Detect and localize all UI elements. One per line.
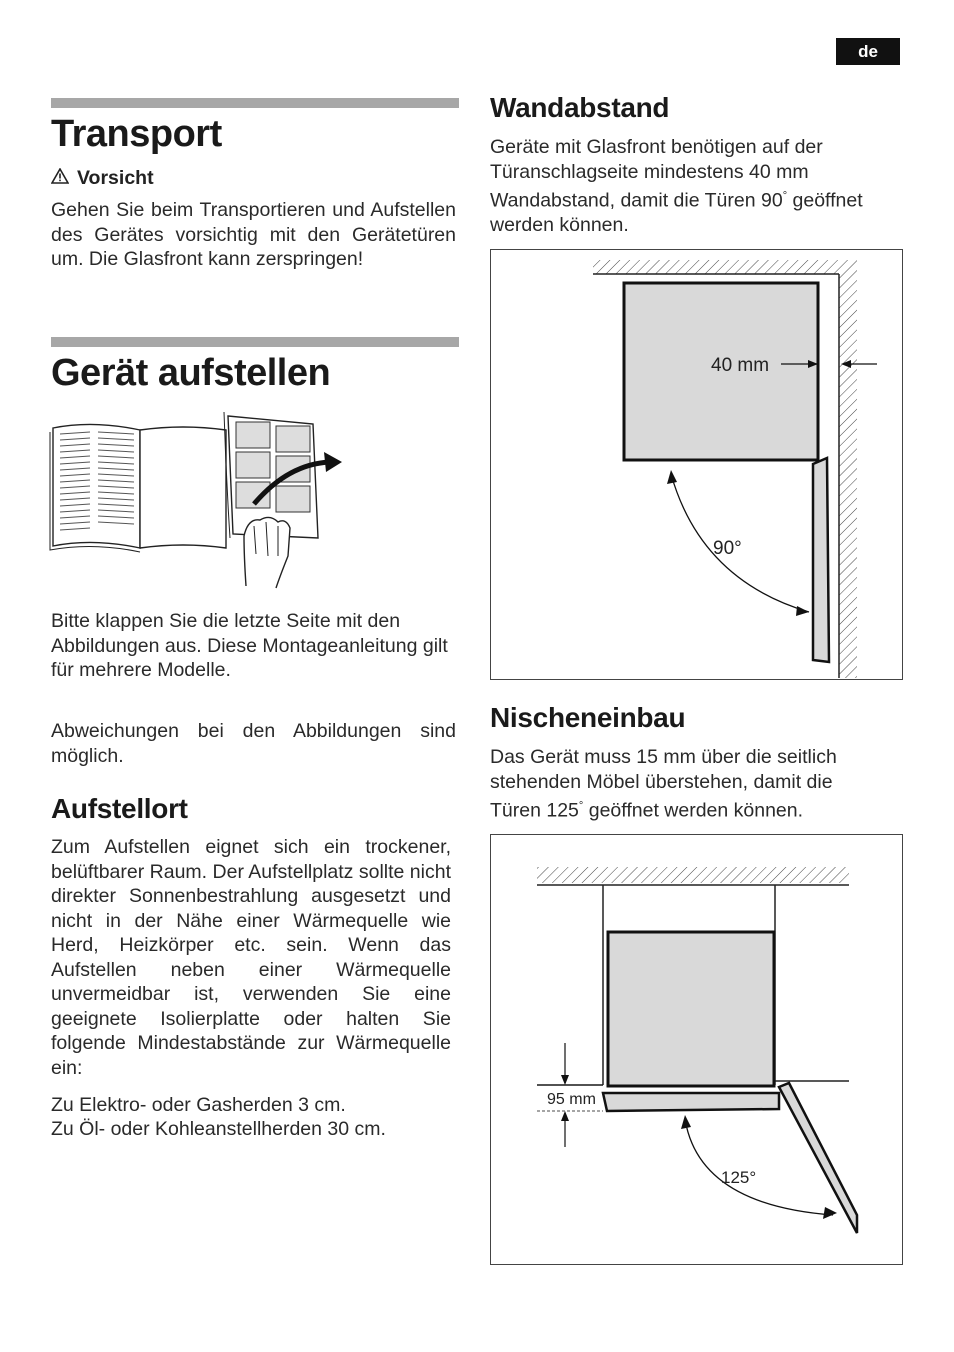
- angle-125-label: 125°: [721, 1168, 757, 1187]
- wall-clearance-diagram: [490, 249, 903, 680]
- section-rule: [51, 98, 459, 108]
- warning-triangle-icon: [51, 167, 69, 190]
- location-text: Zum Aufstellen eignet sich ein trockener, belüftbarer Raum. Der Aufstellplatz sollte nicht direkter Sonnenbestrahlung ausgesetzt und nicht in der Nähe einer Wärmequelle wie Herd, Heizkörper etc. sein. Wenn das Aufstellen neben einer Wärmequelle unvermeidbar ist, verwenden Sie eine geeignete Isolierplatte oder halten Sie folgende Mindestabstände zur Wärmequelle ein:: [51, 836, 451, 1079]
- distance-oil-coal: Zu Öl- oder Kohleanstellherden 30 cm.: [51, 1118, 386, 1140]
- section-rule: [51, 337, 459, 347]
- wall-clearance-text: Geräte mit Glasfront benötigen auf der Türanschlagseite mindestens 40 mm Wandabstand, damit die Türen 90° geöffnet werden können.: [490, 136, 863, 236]
- wall-clearance-title: Wandabstand: [490, 92, 670, 123]
- angle-90-label: 90°: [713, 538, 742, 559]
- niche-title: Nischeneinbau: [490, 702, 686, 733]
- setup-paragraph-2: Abweichungen bei den Abbildungen sind möglich.: [51, 720, 456, 767]
- distance-electric-gas: Zu Elektro- oder Gasherden 3 cm.: [51, 1094, 346, 1116]
- fold-out-page-illustration: [48, 406, 348, 596]
- setup-paragraph-1: Bitte klappen Sie die letzte Seite mit den Abbildungen aus. Diese Montageanleitung gilt für mehrere Modelle.: [51, 610, 448, 681]
- distance-40mm-label: 40 mm: [711, 355, 770, 376]
- caution-heading: [51, 167, 154, 190]
- language-badge: de: [836, 38, 900, 65]
- transport-text: Gehen Sie beim Transportieren und Aufstellen des Gerätes vorsichtig mit den Gerätetüren um. Die Glasfront kann zerspringen!: [51, 199, 456, 270]
- niche-text: Das Gerät muss 15 mm über die seitlich stehenden Möbel überstehen, damit die Türen 125° geöffnet werden können.: [490, 746, 837, 822]
- niche-diagram: [490, 834, 903, 1265]
- distance-95mm-label: 95 mm: [547, 1091, 596, 1108]
- caution-label: Vorsicht: [77, 167, 154, 189]
- location-title: Aufstellort: [51, 793, 188, 824]
- setup-title: Gerät aufstellen: [51, 352, 331, 394]
- transport-title: Transport: [51, 113, 222, 155]
